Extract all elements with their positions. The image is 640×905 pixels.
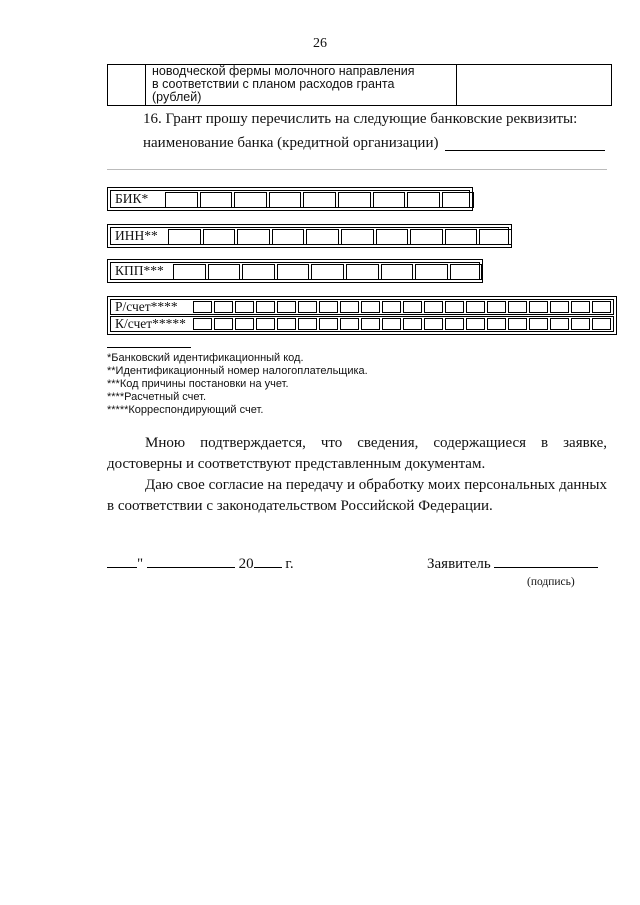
item-16-text: 16. Грант прошу перечислить на следующие банковские реквизиты: xyxy=(143,111,578,127)
footnote-inn: **Идентификационный номер налогоплательщика. xyxy=(107,365,368,377)
inn-digit-cell[interactable] xyxy=(272,229,305,245)
bik-row xyxy=(107,187,473,211)
rs-digit-cell[interactable] xyxy=(529,301,548,313)
rs-digit-cell[interactable] xyxy=(256,301,275,313)
ks-digit-cell[interactable] xyxy=(235,318,254,330)
rs-digit-cell[interactable] xyxy=(592,301,611,313)
date-line xyxy=(107,556,294,573)
kpp-row xyxy=(107,259,483,283)
footnote-bik: *Банковский идентификационный код. xyxy=(107,352,304,364)
signature-caption: (подпись) xyxy=(527,576,575,588)
signature-field[interactable] xyxy=(494,567,598,568)
ks-frame xyxy=(110,316,614,332)
table-text-line: (рублей) xyxy=(152,90,202,104)
kpp-digit-cell[interactable] xyxy=(311,264,344,280)
table-text-line: новодческой фермы молочного направления xyxy=(152,64,415,78)
ks-digit-cell[interactable] xyxy=(403,318,422,330)
bik-digit-cell[interactable] xyxy=(303,192,336,208)
rs-digit-cell[interactable] xyxy=(571,301,590,313)
ks-digit-cell[interactable] xyxy=(508,318,527,330)
year-field[interactable] xyxy=(254,567,282,568)
rs-digit-cell[interactable] xyxy=(445,301,464,313)
ks-digit-cell[interactable] xyxy=(277,318,296,330)
footnote-ks: *****Корреспондирующий счет. xyxy=(107,404,264,416)
rs-frame xyxy=(110,299,614,315)
inn-digit-cell[interactable] xyxy=(376,229,409,245)
ks-digit-cell[interactable] xyxy=(424,318,443,330)
bik-digit-cell[interactable] xyxy=(269,192,302,208)
inn-digit-cell[interactable] xyxy=(237,229,270,245)
rs-digit-cell[interactable] xyxy=(382,301,401,313)
bik-frame xyxy=(110,190,470,208)
year-suffix: г. xyxy=(285,556,294,572)
rs-digit-cell[interactable] xyxy=(550,301,569,313)
ks-digit-cell[interactable] xyxy=(487,318,506,330)
rs-digit-cell[interactable] xyxy=(508,301,527,313)
ks-digit-cell[interactable] xyxy=(319,318,338,330)
bik-label: БИК* xyxy=(115,191,149,206)
footnote-rs: ****Расчетный счет. xyxy=(107,391,207,403)
footnote-rule xyxy=(107,347,191,348)
rs-digit-cell[interactable] xyxy=(193,301,212,313)
rs-digit-cell[interactable] xyxy=(466,301,485,313)
day-field[interactable] xyxy=(107,567,137,568)
ks-digit-cell[interactable] xyxy=(256,318,275,330)
bik-digit-cell[interactable] xyxy=(338,192,371,208)
kpp-digit-cell[interactable] xyxy=(173,264,206,280)
kpp-digit-cell[interactable] xyxy=(242,264,275,280)
bik-digit-cell[interactable] xyxy=(200,192,233,208)
footnote-kpp: ***Код причины постановки на учет. xyxy=(107,378,289,390)
kpp-digit-cell[interactable] xyxy=(415,264,448,280)
inn-frame xyxy=(110,227,509,245)
inn-digit-cell[interactable] xyxy=(479,229,512,245)
inn-digit-cell[interactable] xyxy=(203,229,236,245)
rs-digit-cell[interactable] xyxy=(361,301,380,313)
inn-row xyxy=(107,224,512,248)
rs-digit-cell[interactable] xyxy=(319,301,338,313)
table-text-line: в соответствии с планом расходов гранта xyxy=(152,77,395,91)
kpp-digit-cell[interactable] xyxy=(450,264,483,280)
kpp-digit-cell[interactable] xyxy=(381,264,414,280)
inn-digit-cell[interactable] xyxy=(306,229,339,245)
inn-digit-cell[interactable] xyxy=(341,229,374,245)
month-field[interactable] xyxy=(147,567,235,568)
rs-digit-cell[interactable] xyxy=(298,301,317,313)
rs-digit-cell[interactable] xyxy=(214,301,233,313)
bik-digit-cell[interactable] xyxy=(442,192,475,208)
ks-digit-cell[interactable] xyxy=(193,318,212,330)
rs-digit-cell[interactable] xyxy=(277,301,296,313)
ks-digit-cell[interactable] xyxy=(382,318,401,330)
inn-digit-cell[interactable] xyxy=(168,229,201,245)
confirmation-text: Мною подтверждается, что сведения, содержащиеся в заявке, достоверны и соответствуют представленным документам. xyxy=(107,435,607,472)
rs-digit-cell[interactable] xyxy=(403,301,422,313)
kpp-digit-cell[interactable] xyxy=(208,264,241,280)
ks-digit-cell[interactable] xyxy=(214,318,233,330)
kpp-digit-cell[interactable] xyxy=(277,264,310,280)
ks-label: К/счет***** xyxy=(115,316,186,331)
ks-digit-cell[interactable] xyxy=(466,318,485,330)
table-cell-amount xyxy=(457,65,611,105)
bank-name-label: наименование банка (кредитной организации) xyxy=(143,135,439,151)
year-prefix: 20 xyxy=(238,556,254,572)
ks-digit-cell[interactable] xyxy=(340,318,359,330)
bik-digit-cell[interactable] xyxy=(407,192,440,208)
ks-digit-cell[interactable] xyxy=(571,318,590,330)
bik-digit-cell[interactable] xyxy=(234,192,267,208)
ks-digit-cell[interactable] xyxy=(592,318,611,330)
table-cell-number xyxy=(108,65,146,105)
consent-text: Даю свое согласие на передачу и обработку моих персональных данных в соответствии с законодательством Российской Федерации. xyxy=(107,477,607,514)
table-cell-description xyxy=(146,65,457,105)
accounts-block xyxy=(107,296,617,335)
date-quote: " xyxy=(137,556,144,572)
ks-digit-cell[interactable] xyxy=(550,318,569,330)
ks-digit-cell[interactable] xyxy=(298,318,317,330)
inn-digit-cell[interactable] xyxy=(445,229,478,245)
applicant-line xyxy=(427,556,598,573)
separator-line xyxy=(107,169,607,170)
kpp-label: КПП*** xyxy=(115,263,164,278)
kpp-frame xyxy=(110,262,480,280)
bank-name-field[interactable] xyxy=(445,150,605,151)
budget-table-continuation xyxy=(107,64,612,106)
bik-digit-cell[interactable] xyxy=(373,192,406,208)
applicant-label: Заявитель xyxy=(427,556,491,572)
inn-digit-cell[interactable] xyxy=(410,229,443,245)
rs-digit-cell[interactable] xyxy=(235,301,254,313)
ks-digit-cell[interactable] xyxy=(529,318,548,330)
rs-digit-cell[interactable] xyxy=(487,301,506,313)
page-number: 26 xyxy=(313,36,327,51)
ks-digit-cell[interactable] xyxy=(361,318,380,330)
rs-digit-cell[interactable] xyxy=(424,301,443,313)
bik-digit-cell[interactable] xyxy=(165,192,198,208)
inn-label: ИНН** xyxy=(115,228,158,243)
kpp-digit-cell[interactable] xyxy=(346,264,379,280)
rs-label: Р/счет**** xyxy=(115,299,178,314)
ks-digit-cell[interactable] xyxy=(445,318,464,330)
rs-digit-cell[interactable] xyxy=(340,301,359,313)
